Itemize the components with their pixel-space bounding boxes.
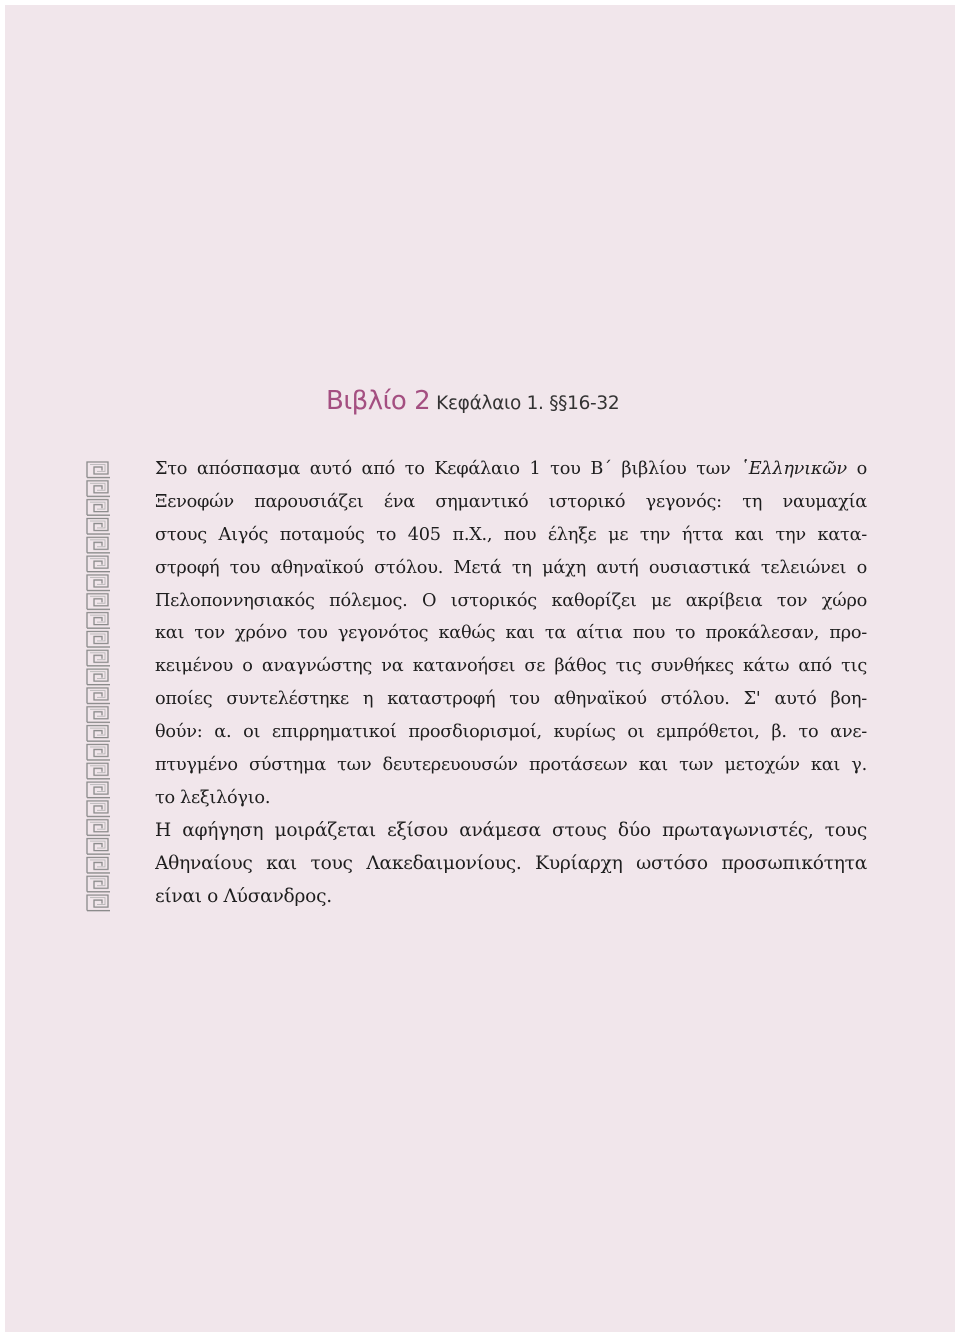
text-line: και τον χρόνο του γεγονότος καθώς και τα αίτια που το προκάλεσαν, προ-: [155, 623, 867, 644]
text-line: Στο απόσπασμα αυτό από το Κεφάλαιο 1 του Β΄ βιβλίου των ῾Ελληνικῶν ο: [155, 459, 867, 479]
text-line: θούν: α. οι επιρρηματικοί προσδιορισμοί, κυρίως οι εμπρόθετοι, β. το ανε-: [155, 722, 867, 743]
chapter-heading: [326, 388, 619, 414]
greek-key-meander-icon: [85, 460, 113, 912]
text-line: Ξενοφών παρουσιάζει ένα σημαντικό ιστορικό γεγονός: τη ναυμαχία: [155, 491, 867, 512]
text-line: το λεξιλόγιο.: [155, 787, 271, 808]
text-line: Η αφήγηση μοιράζεται εξίσου ανάμεσα στους δύο πρωταγωνιστές, τους: [155, 819, 867, 841]
chapter-label: Κεφάλαιο 1. §§16-32: [436, 393, 620, 414]
page: [5, 5, 955, 1332]
hellenika-title: ῾Ελληνικῶν: [740, 459, 847, 479]
intro-paragraph: [155, 453, 867, 815]
text-line: κειμένου ο αναγνώστης να κατανοήσει σε βάθος τις συνθήκες κάτω από τις: [155, 656, 867, 677]
text-line: οποίες συντελέστηκε η καταστροφή του αθηναϊκού στόλου. Σ' αυτό βοη-: [155, 689, 867, 710]
text-line: στους Αιγός ποταμούς το 405 π.Χ., που έληξε με την ήττα και την κατα-: [155, 524, 867, 545]
body-text: [155, 453, 867, 913]
text-line: στροφή του αθηναϊκού στόλου. Μετά τη μάχη αυτή ουσιαστικά τελειώνει ο: [155, 557, 867, 578]
book-label: Βιβλίο 2: [326, 386, 431, 416]
text-line: Πελοποννησιακός πόλεμος. Ο ιστορικός καθορίζει με ακρίβεια τον χώρο: [155, 590, 867, 611]
narration-paragraph: [155, 815, 867, 914]
text-line: πτυγμένο σύστημα των δευτερευουσών προτάσεων και των μετοχών και γ.: [155, 755, 867, 776]
text-line: είναι ο Λύσανδρος.: [155, 885, 332, 907]
text-line: Αθηναίους και τους Λακεδαιμονίους. Κυρίαρχη ωστόσο προσωπικότητα: [155, 852, 867, 874]
